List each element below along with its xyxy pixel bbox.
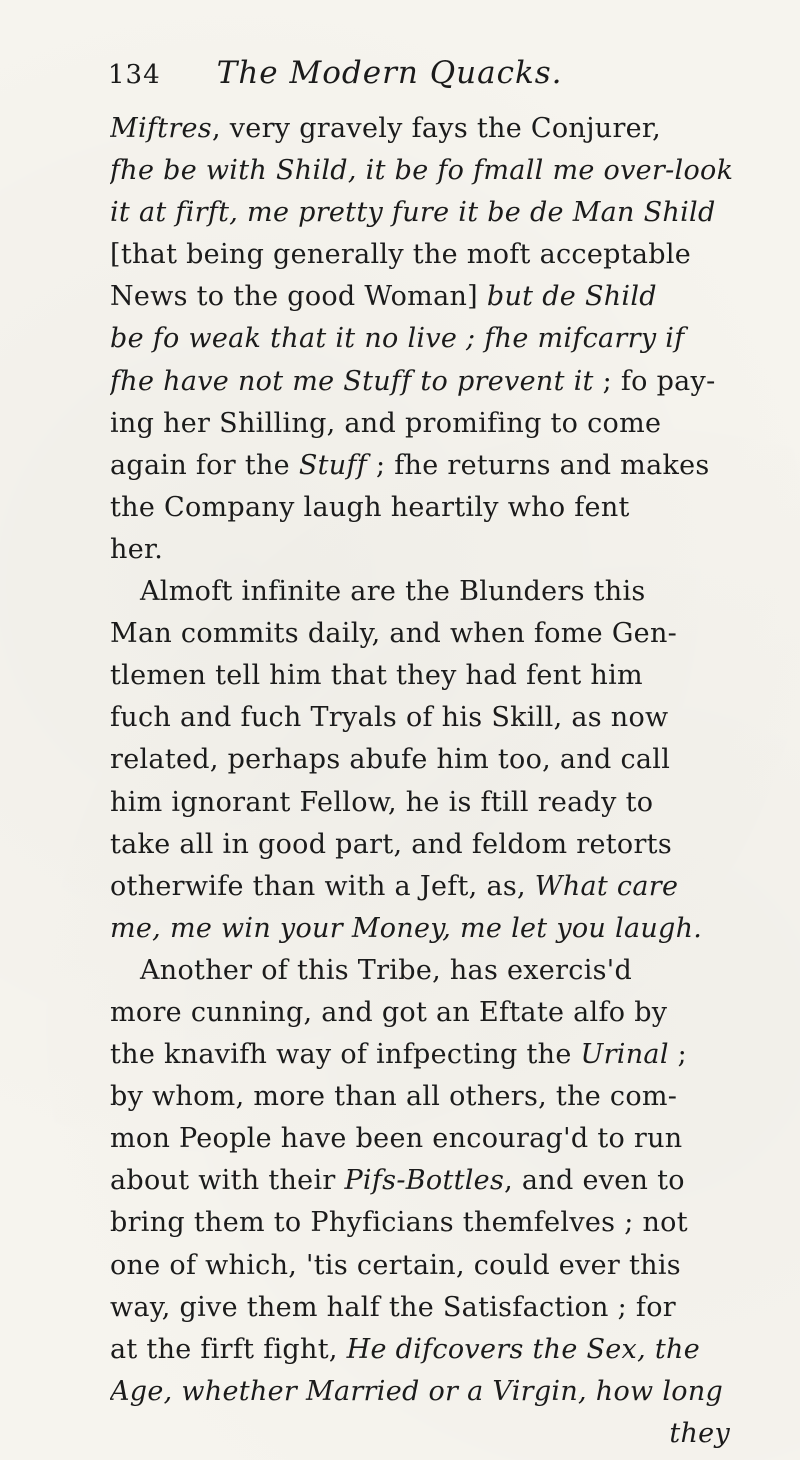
- italic-text-segment: Urinal: [580, 1039, 669, 1071]
- text-segment: him ignorant Fellow, he is ftill ready to: [110, 786, 654, 818]
- text-segment: ;: [668, 1039, 688, 1071]
- text-segment: ; fo pay-: [593, 365, 716, 397]
- italic-text-segment: fhe be with Shild, it be fo fmall me over-look: [110, 155, 734, 187]
- text-line: [110, 1160, 772, 1202]
- text-line: [110, 1329, 772, 1371]
- text-line: [110, 192, 772, 234]
- text-segment: fuch and fuch Tryals of his Skill, as now: [110, 702, 669, 734]
- text-line: [110, 445, 772, 487]
- text-segment: , and even to: [504, 1165, 685, 1197]
- text-line: [110, 739, 772, 781]
- italic-text-segment: but de Shild: [486, 281, 657, 313]
- page-header: [108, 55, 772, 104]
- body-text: [110, 108, 772, 1455]
- italic-text-segment: it at firft, me pretty fure it be de Man Shild: [110, 197, 716, 229]
- text-line: [110, 992, 772, 1034]
- italic-text-segment: Pifs-Bottles: [344, 1165, 505, 1197]
- text-line: [110, 571, 772, 613]
- text-line: [110, 782, 772, 824]
- italic-text-segment: What care: [534, 870, 679, 902]
- italic-text-segment: Miftres: [110, 113, 212, 144]
- text-line: [110, 1287, 772, 1329]
- text-line: [110, 276, 772, 318]
- text-segment: Man commits daily, and when fome Gen-: [110, 618, 678, 650]
- text-line: [110, 403, 772, 445]
- text-line: [110, 234, 772, 276]
- text-line: [110, 150, 772, 192]
- text-segment: otherwife than with a Jeft, as,: [110, 870, 535, 902]
- text-segment: mon People have been encourag'd to run: [110, 1123, 683, 1155]
- italic-text-segment: me, me win your Money, me let you laugh.: [110, 912, 703, 944]
- text-segment: take all in good part, and feldom retorts: [110, 828, 672, 860]
- text-line: [110, 613, 772, 655]
- text-segment: bring them to Phyficians themfelves ; not: [110, 1207, 688, 1239]
- italic-text-segment: be fo weak that it no live ; fhe mifcarry if: [110, 323, 685, 355]
- italic-text-segment: Age, whether Married or a Virgin, how long: [110, 1375, 724, 1407]
- text-segment: News to the good Woman]: [110, 281, 487, 313]
- text-line: [110, 1413, 772, 1455]
- text-line: [110, 655, 772, 697]
- text-line: [110, 866, 772, 908]
- page-number: 134: [108, 60, 161, 90]
- text-segment: at the firft fight,: [110, 1333, 347, 1365]
- text-segment: ing her Shilling, and promifing to come: [110, 407, 662, 439]
- text-segment: more cunning, and got an Eftate alfo by: [110, 996, 668, 1028]
- text-line: [110, 950, 772, 992]
- text-segment: tlemen tell him that they had fent him: [110, 660, 643, 692]
- text-line: [110, 697, 772, 739]
- text-line: [110, 487, 772, 529]
- text-segment: again for the: [110, 449, 299, 481]
- text-line: [110, 529, 772, 571]
- text-segment: related, perhaps abufe him too, and call: [110, 744, 671, 776]
- text-segment: ; fhe returns and makes: [367, 449, 710, 481]
- text-line: [110, 1076, 772, 1118]
- text-line: [110, 1371, 772, 1413]
- text-segment: one of which, 'tis certain, could ever this: [110, 1249, 681, 1281]
- running-title: The Modern Quacks.: [216, 55, 563, 91]
- text-line: [110, 108, 772, 150]
- italic-text-segment: Stuff: [298, 449, 368, 481]
- text-line: [110, 361, 772, 403]
- text-segment: her.: [110, 533, 164, 565]
- text-segment: about with their: [110, 1165, 345, 1197]
- text-segment: Almoft infinite are the Blunders this: [140, 576, 646, 608]
- text-segment: Another of this Tribe, has exercis'd: [140, 954, 633, 986]
- text-segment: the knavifh way of infpecting the: [110, 1039, 581, 1071]
- italic-text-segment: fhe have not me Stuff to prevent it: [110, 365, 594, 397]
- text-segment: [that being generally the moft acceptable: [110, 239, 692, 271]
- text-line: [110, 1034, 772, 1076]
- text-line: [110, 908, 772, 950]
- italic-text-segment: they: [669, 1417, 730, 1449]
- text-segment: way, give them half the Satisfaction ; for: [110, 1291, 676, 1323]
- text-line: [110, 1245, 772, 1287]
- text-segment: , very gravely fays the Conjurer,: [211, 113, 662, 144]
- text-segment: the Company laugh heartily who fent: [110, 491, 630, 523]
- text-segment: by whom, more than all others, the com-: [110, 1081, 678, 1113]
- italic-text-segment: He difcovers the Sex, the: [346, 1333, 700, 1365]
- text-line: [110, 1118, 772, 1160]
- text-line: [110, 318, 772, 360]
- text-line: [110, 1202, 772, 1244]
- text-line: [110, 824, 772, 866]
